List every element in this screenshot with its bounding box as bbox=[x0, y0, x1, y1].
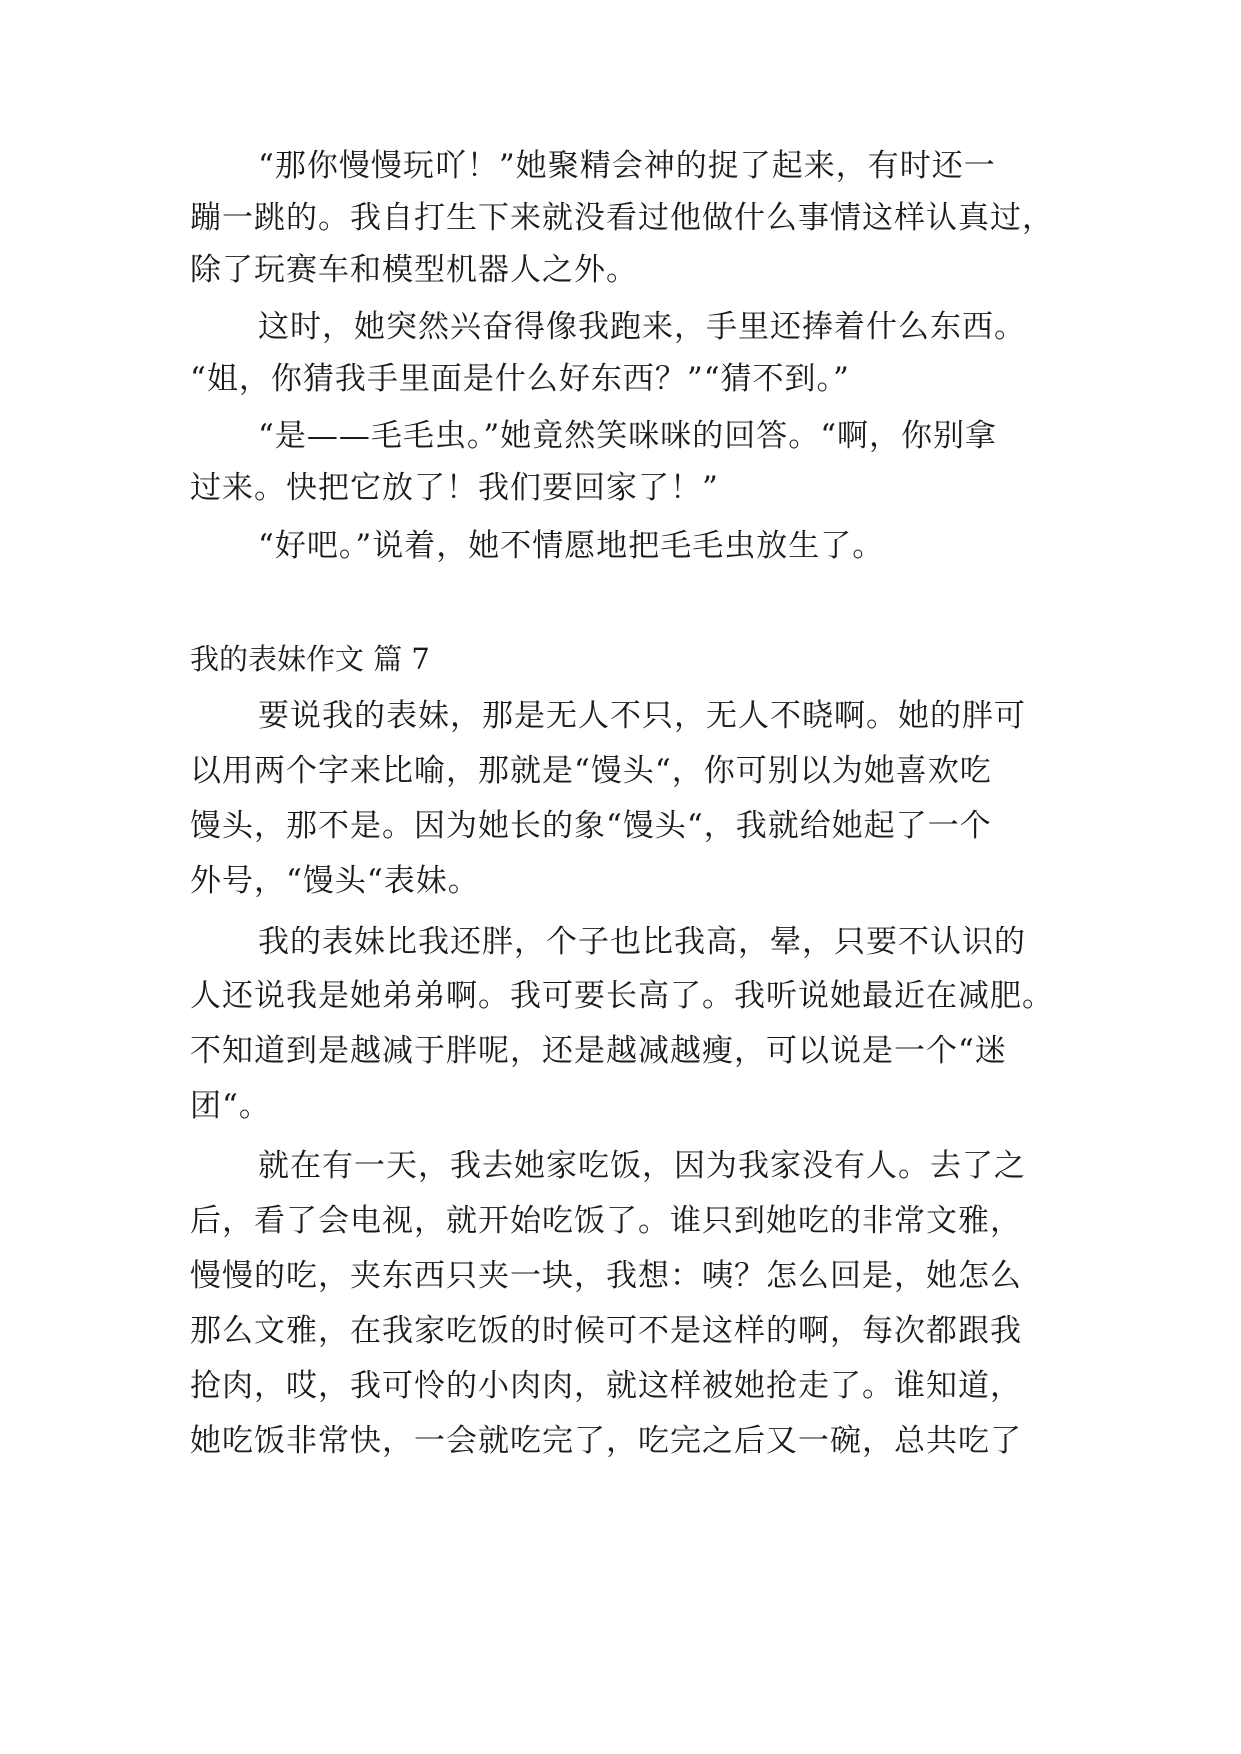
text-line: 团“。 bbox=[190, 1088, 271, 1124]
text-line: 后，看了会电视，就开始吃饭了。谁只到她吃的非常文雅， bbox=[190, 1203, 1022, 1239]
text-line: 她吃饭非常快，一会就吃完了，吃完之后又一碗，总共吃了 bbox=[190, 1423, 1022, 1459]
text-line: “那你慢慢玩吖！”她聚精会神的捉了起来，有时还一 bbox=[258, 148, 996, 184]
text-line: 过来。快把它放了！我们要回家了！” bbox=[190, 470, 719, 506]
text-line: 蹦一跳的。我自打生下来就没看过他做什么事情这样认真过， bbox=[190, 200, 1054, 236]
text-line: 以用两个字来比喻，那就是“馒头“，你可别以为她喜欢吃 bbox=[190, 753, 992, 789]
text-line: 这时，她突然兴奋得像我跑来，手里还捧着什么东西。 bbox=[258, 309, 1026, 345]
text-line: 抢肉，哎，我可怜的小肉肉，就这样被她抢走了。谁知道， bbox=[190, 1368, 1022, 1404]
text-line: 就在有一天，我去她家吃饭，因为我家没有人。去了之 bbox=[258, 1148, 1026, 1184]
text-line: 要说我的表妹，那是无人不只，无人不晓啊。她的胖可 bbox=[258, 698, 1026, 734]
text-line: 我的表妹比我还胖，个子也比我高，晕，只要不认识的 bbox=[258, 924, 1026, 960]
text-line: “姐，你猜我手里面是什么好东西？”“猜不到。” bbox=[190, 361, 850, 397]
text-line: 外号，“馒头“表妹。 bbox=[190, 863, 480, 899]
text-line: 馒头，那不是。因为她长的象“馒头“，我就给她起了一个 bbox=[190, 808, 992, 844]
text-line: 不知道到是越减于胖呢，还是越减越瘦，可以说是一个“迷 bbox=[190, 1033, 1007, 1069]
text-line: 除了玩赛车和模型机器人之外。 bbox=[190, 252, 638, 288]
text-line: 那么文雅，在我家吃饭的时候可不是这样的啊，每次都跟我 bbox=[190, 1313, 1022, 1349]
section-heading: 我的表妹作文 篇 7 bbox=[190, 642, 430, 676]
text-line: 人还说我是她弟弟啊。我可要长高了。我听说她最近在减肥。 bbox=[190, 978, 1054, 1014]
text-line: “是——毛毛虫。”她竟然笑咪咪的回答。“啊，你别拿 bbox=[258, 418, 998, 454]
text-line: 慢慢的吃，夹东西只夹一块，我想：咦？怎么回是，她怎么 bbox=[190, 1258, 1022, 1294]
text-line: “好吧。”说着，她不情愿地把毛毛虫放生了。 bbox=[258, 528, 885, 564]
